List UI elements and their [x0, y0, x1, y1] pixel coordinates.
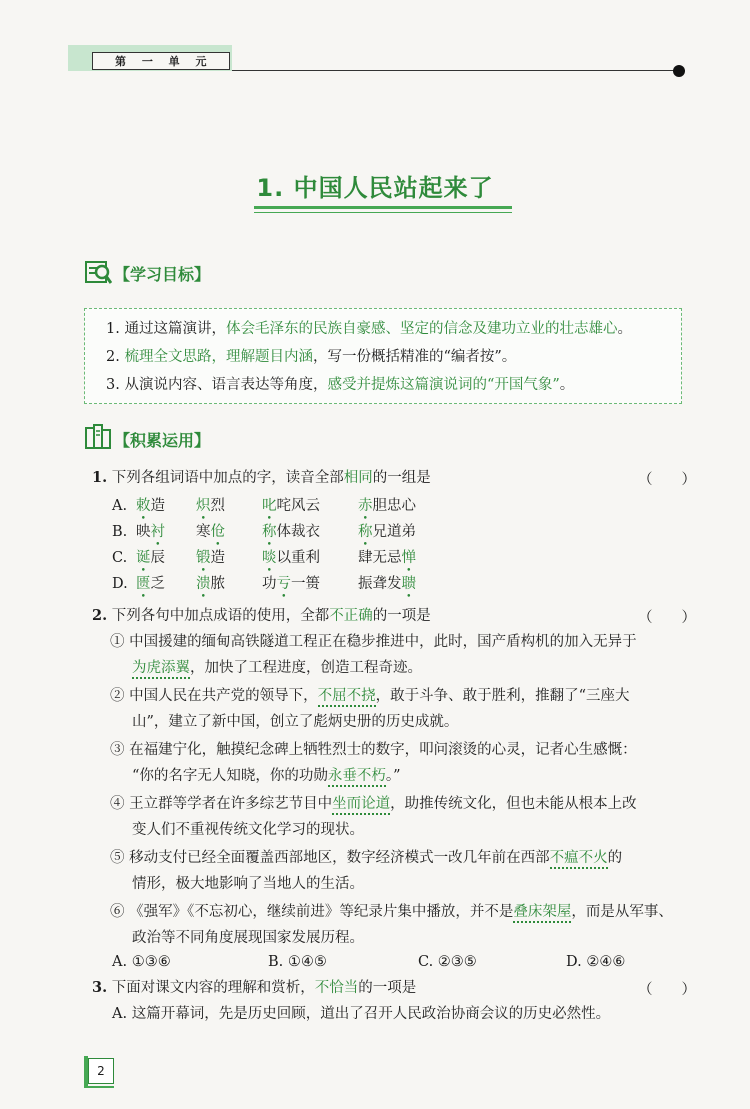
- q2-option-c: C. ②③⑤: [418, 954, 477, 970]
- q3-option-a: A. 这篇开幕词，先是历史回顾，道出了召开人民政治协商会议的历史必然性。: [112, 1006, 611, 1022]
- q1-word: [136, 522, 165, 542]
- q1-word: [358, 548, 416, 568]
- goal-3: 3. 从演说内容、语言表达等角度，感受并提炼这篇演说词的“开国气象”。: [106, 377, 575, 393]
- q3-stem: 3. 下面对课文内容的理解和赏析，不恰当的一项是: [92, 979, 417, 996]
- q2-answer-paren[interactable]: （ ）: [638, 610, 696, 626]
- dotted-char: 叱: [262, 498, 277, 514]
- dotted-char: 聩: [401, 576, 416, 592]
- q1-word: [262, 496, 320, 516]
- q2-item-3-line2: “你的名字无人知晓，你的功勋永垂不朽。”: [132, 766, 401, 786]
- title-underline: [254, 206, 512, 209]
- q1-word: [196, 548, 225, 568]
- q1-option-d: [112, 574, 416, 594]
- q2-item-2-line2: 山”，建立了新中国，创立了彪炳史册的历史成就。: [132, 714, 459, 730]
- q2-option-a: A. ①③⑥: [112, 954, 171, 970]
- q1-word: [262, 548, 320, 568]
- word-part: 体裁衣: [276, 524, 320, 540]
- q1-word: [136, 496, 165, 516]
- dotted-char: 赤: [358, 498, 373, 514]
- word-part: 一篑: [291, 576, 320, 592]
- word-part: 烈: [210, 498, 225, 514]
- option-label: C.: [112, 550, 128, 566]
- dotted-char: 啖: [262, 550, 277, 566]
- q2-option-b: B. ①④⑤: [268, 954, 327, 970]
- unit-tab: 第 一 单 元: [92, 52, 230, 70]
- word-part: 功: [262, 576, 277, 592]
- word-part: 寒: [196, 524, 211, 540]
- dotted-char: 惮: [401, 550, 416, 566]
- header-rule: [232, 70, 678, 71]
- word-part: 造: [150, 498, 165, 514]
- dotted-char: 衬: [150, 524, 165, 540]
- books-icon: [84, 422, 112, 450]
- q1-stem: 1. 下列各组词语中加点的字，读音全部相同的一组是: [92, 469, 431, 486]
- dotted-char: 称: [358, 524, 373, 540]
- word-part: 辰: [150, 550, 165, 566]
- q1-word: [136, 574, 165, 594]
- dotted-char: 伧: [210, 524, 225, 540]
- word-part: 肆无忌: [358, 550, 402, 566]
- q1-word: [358, 522, 416, 542]
- title-underline-thin: [254, 212, 512, 213]
- magnifier-book-icon: [84, 258, 112, 286]
- lesson-title: 1. 中国人民站起来了: [256, 174, 494, 202]
- q1-word: [196, 574, 225, 594]
- q2-item-6-line2: 政治等不同角度展现国家发展历程。: [132, 930, 364, 946]
- q2-item-5-line2: 情形，极大地影响了当地人的生活。: [132, 876, 364, 892]
- dotted-char: 溃: [196, 576, 211, 592]
- q2-item-4-line2: 变人们不重视传统文化学习的现状。: [132, 822, 364, 838]
- q1-answer-paren[interactable]: （ ）: [638, 472, 696, 488]
- q1-word: [196, 522, 225, 542]
- word-part: 振聋发: [358, 576, 402, 592]
- dotted-char: 诞: [136, 550, 151, 566]
- q2-item-5: ⑤ 移动支付已经全面覆盖西部地区，数字经济模式一改几年前在西部不瘟不火的: [110, 848, 622, 868]
- q1-word: [196, 496, 225, 516]
- q2-item-1: ① 中国援建的缅甸高铁隧道工程正在稳步推进中，此时，国产盾构机的加入无异于: [110, 634, 637, 650]
- word-part: 咤风云: [276, 498, 320, 514]
- option-label: D.: [112, 576, 128, 592]
- q1-word: [262, 574, 320, 594]
- dotted-char: 敕: [136, 498, 151, 514]
- word-part: 映: [136, 524, 151, 540]
- q2-item-2: ② 中国人民在共产党的领导下，不屈不挠，敢于斗争、敢于胜利，推翻了“三座大: [110, 686, 630, 706]
- q1-option-a: [112, 496, 416, 516]
- q3-answer-paren[interactable]: （ ）: [638, 982, 696, 998]
- dotted-char: 匮: [136, 576, 151, 592]
- q1-option-c: [112, 548, 416, 568]
- q1-word: [136, 548, 165, 568]
- q1-option-b: [112, 522, 416, 542]
- word-part: 脓: [210, 576, 225, 592]
- dotted-char: 称: [262, 524, 277, 540]
- q2-item-6: ⑥ 《强军》《不忘初心，继续前进》等纪录片集中播放，并不是叠床架屋，而是从军事、: [110, 902, 673, 922]
- section-practice-title: 【积累运用】: [114, 431, 211, 450]
- page-number: 2: [88, 1058, 114, 1084]
- word-part: 乏: [150, 576, 165, 592]
- q2-stem: 2. 下列各句中加点成语的使用，全都不正确的一项是: [92, 607, 431, 624]
- goal-2: 2. 梳理全文思路，理解题目内涵，写一份概括精准的“编者按”。: [106, 349, 517, 365]
- word-part: 以重利: [276, 550, 320, 566]
- section-goals-title: 【学习目标】: [114, 265, 211, 284]
- header-dot: [673, 65, 685, 77]
- page-number-foot: [84, 1086, 114, 1088]
- word-part: 造: [210, 550, 225, 566]
- q1-word: [358, 574, 416, 594]
- q2-option-d: D. ②④⑥: [566, 954, 626, 970]
- option-label: B.: [112, 524, 128, 540]
- dotted-char: 炽: [196, 498, 211, 514]
- q2-item-3: ③ 在福建宁化，触摸纪念碑上牺牲烈士的数字，叩问滚烫的心灵，记者心生感慨：: [110, 742, 637, 758]
- q2-item-4: ④ 王立群等学者在许多综艺节目中坐而论道，助推传统文化，但也未能从根本上改: [110, 794, 637, 814]
- option-label: A.: [112, 498, 128, 514]
- word-part: 兄道弟: [372, 524, 416, 540]
- dotted-char: 锻: [196, 550, 211, 566]
- q1-word: [358, 496, 416, 516]
- q1-word: [262, 522, 320, 542]
- q2-item-1-line2: 为虎添翼，加快了工程进度，创造工程奇迹。: [132, 658, 422, 678]
- dotted-char: 亏: [276, 576, 291, 592]
- goal-1: 1. 通过这篇演讲，体会毛泽东的民族自豪感、坚定的信念及建功立业的壮志雄心。: [106, 321, 632, 337]
- word-part: 胆忠心: [372, 498, 416, 514]
